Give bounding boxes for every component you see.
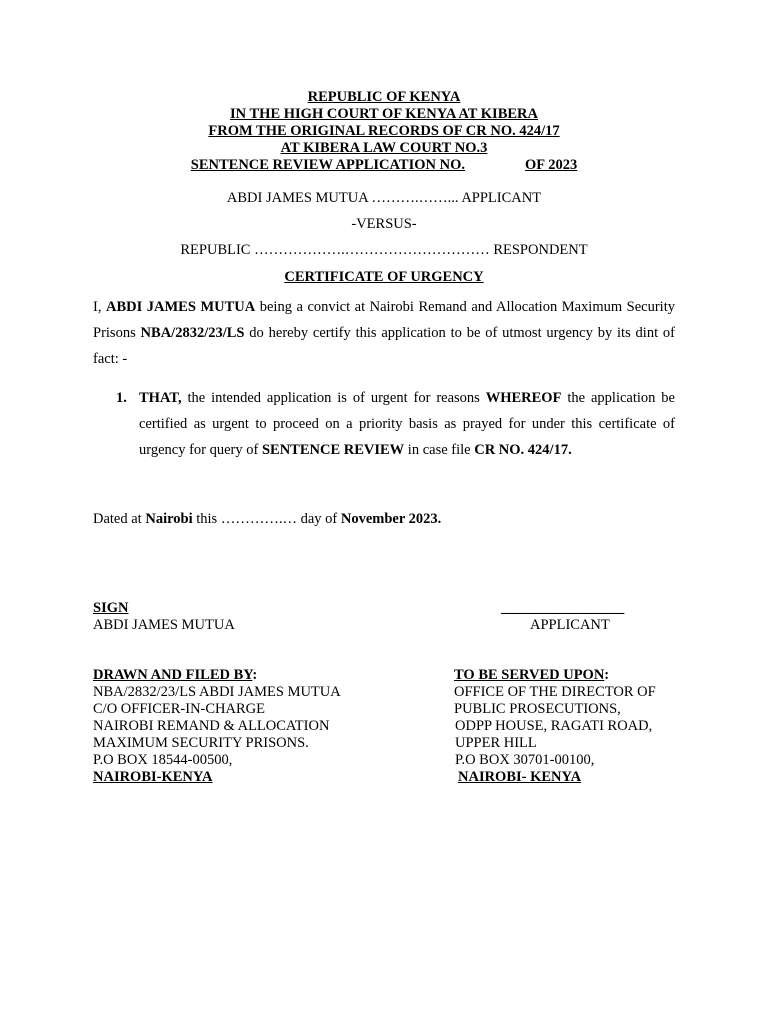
certificate-title: CERTIFICATE OF URGENCY xyxy=(284,269,484,285)
drawn-heading xyxy=(93,667,257,684)
served-line: P.O BOX 30701-00100, xyxy=(455,752,595,768)
item-whereof: WHEREOF xyxy=(485,390,562,406)
drawn-line: NAIROBI REMAND & ALLOCATION xyxy=(93,718,330,734)
drawn-heading-text: DRAWN AND FILED BY xyxy=(93,667,253,683)
list-item xyxy=(116,385,675,463)
applicant-line: ABDI JAMES MUTUA ……….……... APPLICANT xyxy=(226,190,542,206)
sign-name: ABDI JAMES MUTUA xyxy=(93,617,235,633)
item-case-number: CR NO. 424/17. xyxy=(474,442,572,458)
dated-text-2: this ………….… day of xyxy=(192,511,341,527)
dated-text-1: Dated at xyxy=(93,511,146,527)
list-item-number: 1. xyxy=(116,390,127,406)
served-heading-colon: : xyxy=(604,667,610,683)
header-application-label: SENTENCE REVIEW APPLICATION NO. xyxy=(190,157,465,173)
intro-paragraph xyxy=(93,294,675,372)
served-line: OFFICE OF THE DIRECTOR OF xyxy=(454,684,656,700)
intro-text-1: I, xyxy=(93,299,106,315)
item-that: THAT, xyxy=(139,390,182,406)
dated-month: November 2023. xyxy=(340,511,442,527)
versus-line: -VERSUS- xyxy=(351,216,417,232)
sign-label: SIGN xyxy=(93,600,129,616)
item-text-1: the intended application is of urgent for reasons xyxy=(181,390,486,406)
list-item-body xyxy=(139,385,675,463)
drawn-line: P.O BOX 18544-00500, xyxy=(93,752,233,768)
served-line: UPPER HILL xyxy=(455,735,537,751)
drawn-line: MAXIMUM SECURITY PRISONS. xyxy=(93,735,309,751)
signature-line: _________________ xyxy=(501,600,625,616)
item-text-3: in case file xyxy=(404,442,475,458)
header-application-year: OF 2023 xyxy=(524,157,578,173)
intro-text-2: being a convict at Nairobi Remand and Allocation Maximum Security Prisons xyxy=(93,299,675,341)
drawn-last-line: NAIROBI-KENYA xyxy=(93,769,213,785)
item-text-2: the application be certified as urgent to proceed on a priority basis as prayed for under this certificate of urgency for query of xyxy=(139,390,675,458)
served-heading xyxy=(454,667,609,684)
header-law-court: AT KIBERA LAW COURT NO.3 xyxy=(280,140,488,156)
served-line: PUBLIC PROSECUTIONS, xyxy=(454,701,621,717)
respondent-line: REPUBLIC ……………….………………………… RESPONDENT xyxy=(180,242,588,258)
dated-place: Nairobi xyxy=(145,511,193,527)
intro-name: ABDI JAMES MUTUA xyxy=(105,299,256,315)
applicant-label: APPLICANT xyxy=(530,617,610,633)
header-republic: REPUBLIC OF KENYA xyxy=(307,89,461,105)
header-court: IN THE HIGH COURT OF KENYA AT KIBERA xyxy=(230,106,538,122)
served-last-line: NAIROBI- KENYA xyxy=(458,769,582,785)
served-line: ODPP HOUSE, RAGATI ROAD, xyxy=(455,718,653,734)
drawn-line: C/O OFFICER-IN-CHARGE xyxy=(93,701,265,717)
drawn-line: NBA/2832/23/LS ABDI JAMES MUTUA xyxy=(93,684,341,700)
item-sentence-review: SENTENCE REVIEW xyxy=(261,442,405,458)
served-heading-text: TO BE SERVED UPON xyxy=(454,667,605,683)
drawn-heading-colon: : xyxy=(252,667,258,683)
header-records: FROM THE ORIGINAL RECORDS OF CR NO. 424/17 xyxy=(208,123,560,139)
intro-prison-id: NBA/2832/23/LS xyxy=(140,325,245,341)
header-application-no xyxy=(0,156,768,174)
dated-line xyxy=(93,510,441,528)
intro-text-3: do hereby certify this application to be of utmost urgency by its dint of fact: - xyxy=(93,325,676,367)
